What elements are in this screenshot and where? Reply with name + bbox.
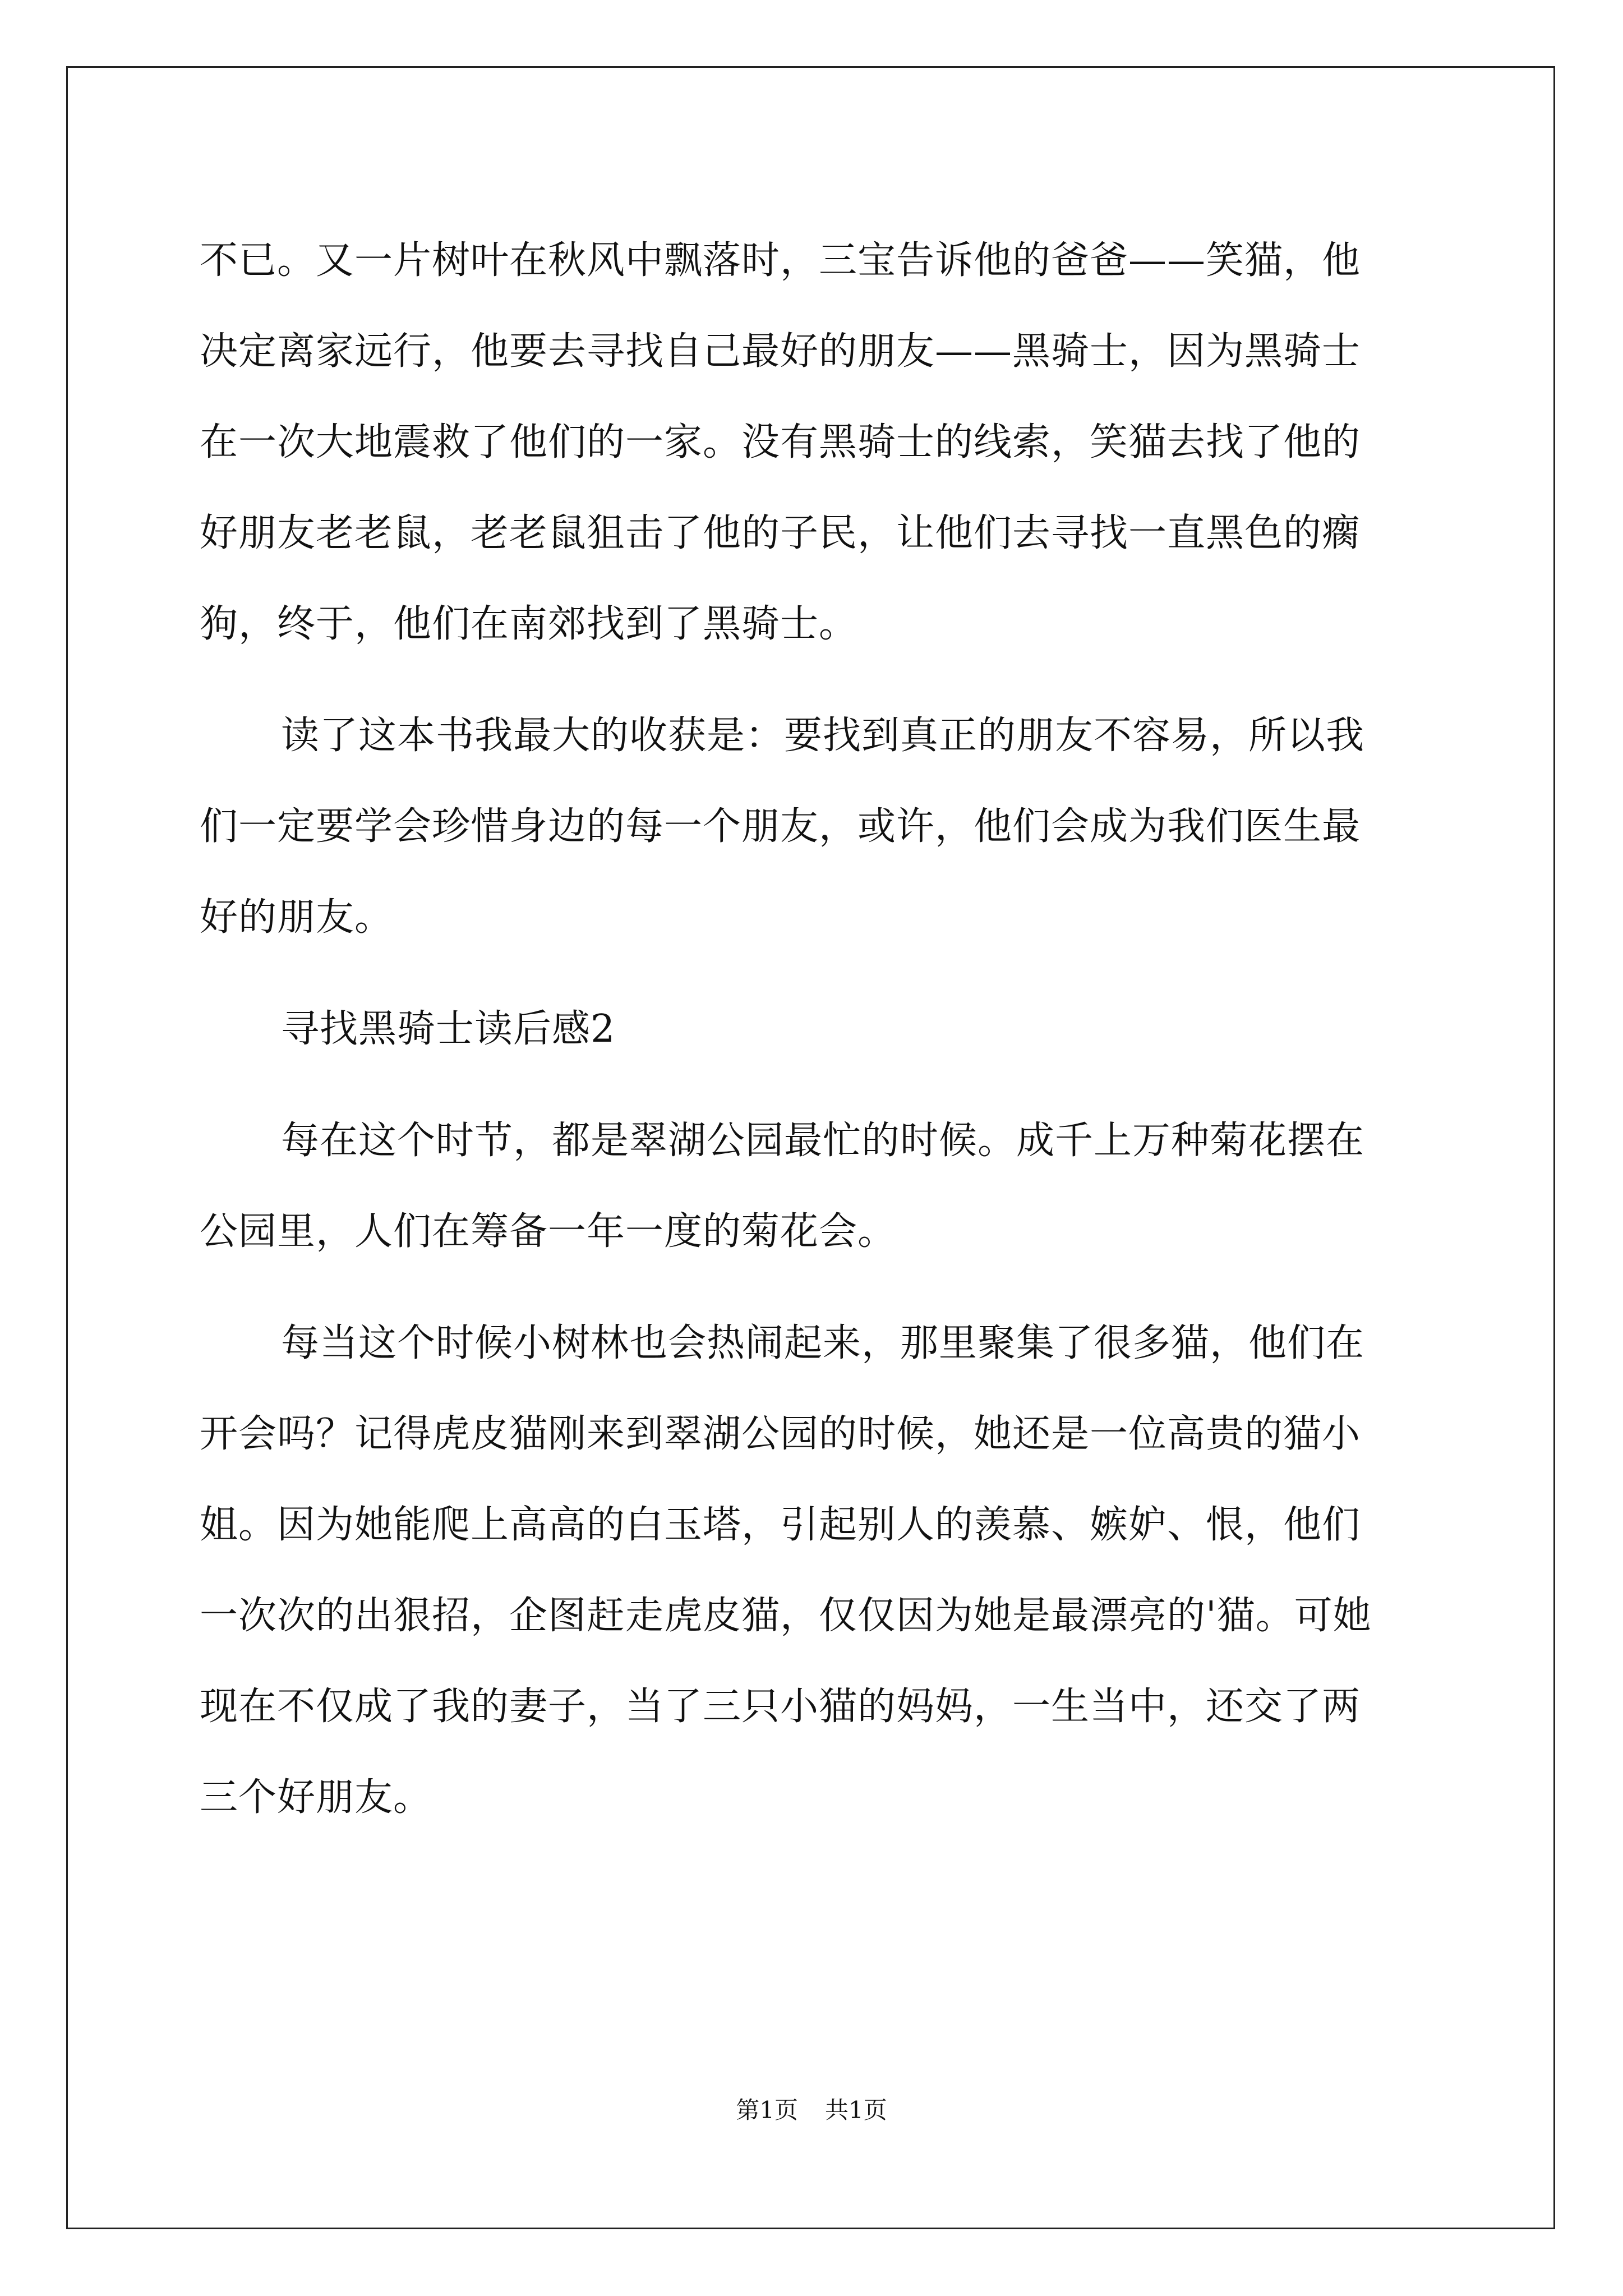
text-line: 每当这个时候小树林也会热闹起来，那里聚集了很多猫，他们在 <box>281 1321 1365 1365</box>
text-line: 每在这个时节，都是翠湖公园最忙的时候。成千上万种菊花摆在 <box>281 1119 1365 1163</box>
section-heading: 寻找黑骑士读后感2 <box>281 1007 616 1051</box>
page-number: 第1页 <box>736 2096 798 2124</box>
page-total: 共1页 <box>825 2096 887 2124</box>
page-footer <box>0 2093 1623 2127</box>
text-line: 现在不仅成了我的妻子，当了三只小猫的妈妈，一生当中，还交了两 <box>200 1685 1361 1729</box>
document-body <box>200 215 1422 1843</box>
text-line: 好的朋友。 <box>200 895 394 940</box>
paragraph-4 <box>200 1298 1422 1843</box>
text-line: 一次次的出狠招，企图赶走虎皮猫，仅仅因为她是最漂亮的'猫。可她 <box>200 1594 1372 1638</box>
text-line: 开会吗？记得虎皮猫刚来到翠湖公园的时候，她还是一位高贵的猫小 <box>200 1412 1361 1456</box>
paragraph-1 <box>200 215 1422 670</box>
text-line: 公园里，人们在筹备一年一度的菊花会。 <box>200 1209 897 1254</box>
text-line: 三个好朋友。 <box>200 1775 432 1820</box>
text-line: 们一定要学会珍惜身边的每一个朋友，或许，他们会成为我们医生最 <box>200 804 1361 849</box>
paragraph-2 <box>200 691 1422 963</box>
paragraph-3 <box>200 1096 1422 1277</box>
text-line: 读了这本书我最大的收获是：要找到真正的朋友不容易，所以我 <box>281 714 1365 758</box>
text-line: 狗，终于，他们在南郊找到了黑骑士。 <box>200 602 858 646</box>
text-line: 决定离家远行，他要去寻找自己最好的朋友——黑骑士，因为黑骑士 <box>200 329 1361 374</box>
text-line: 姐。因为她能爬上高高的白玉塔，引起别人的羡慕、嫉妒、恨，他们 <box>200 1503 1361 1547</box>
text-line: 好朋友老老鼠，老老鼠狙击了他的子民，让他们去寻找一直黑色的瘸 <box>200 511 1361 555</box>
text-line: 在一次大地震救了他们的一家。没有黑骑士的线索，笑猫去找了他的 <box>200 420 1361 464</box>
text-line: 不已。又一片树叶在秋风中飘落时，三宝告诉他的爸爸——笑猫，他 <box>200 238 1361 283</box>
